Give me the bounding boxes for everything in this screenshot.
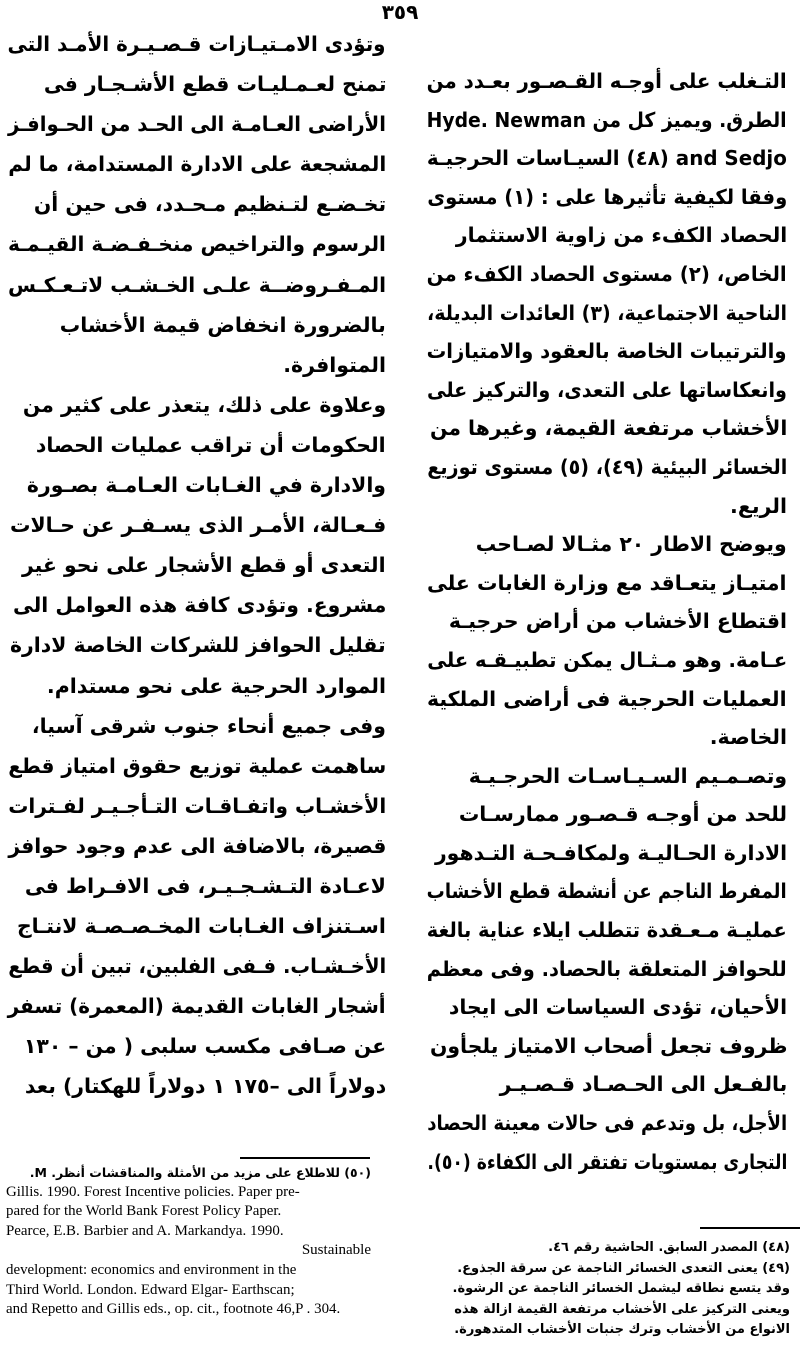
text-line: الادارة الحـاليـة ولمكافـحـة التـدهور bbox=[434, 840, 787, 865]
text-line: الحكومات أن تراقب عمليات الحصاد bbox=[36, 432, 386, 457]
text-line-row bbox=[425, 757, 787, 796]
text-line-row bbox=[6, 465, 386, 505]
text-line: الأخشاب مرتفعة القيمة، وغيرها من bbox=[429, 416, 787, 441]
text-line-row bbox=[6, 585, 386, 625]
text-line-row bbox=[425, 911, 787, 950]
text-line: وعلاوة على ذلك، يتعذر على كثير من bbox=[22, 392, 386, 417]
text-line: المتوافرة. bbox=[283, 352, 386, 377]
text-line: ساهمت عملية توزيع حقوق امتياز قطع bbox=[8, 753, 386, 778]
text-line: بالفـعل الى الحـصـاد قـصـيـر bbox=[499, 1072, 787, 1097]
text-line-row bbox=[425, 487, 787, 526]
text-line: اقتطاع الأخشاب من أراض حرجيـة bbox=[448, 609, 787, 634]
text-line: الأحيان، تؤدى السياسات الى ايجاد bbox=[448, 995, 787, 1020]
text-line: دولاراً الى –١٧٥ ١ دولاراً للهكتار) بعد bbox=[24, 1074, 386, 1099]
text-line-row bbox=[6, 986, 386, 1026]
text-line-row bbox=[425, 680, 787, 719]
footnote-50-line: Gillis. 1990. Forest Incentive policies. Paper pre- bbox=[6, 1183, 300, 1200]
text-line-row bbox=[425, 718, 787, 757]
text-line-row bbox=[6, 666, 386, 706]
text-line: الخسائر البيئية (٤٩)، (٥) مستوى توزيع bbox=[427, 454, 787, 479]
text-line-row bbox=[6, 265, 386, 305]
text-line-row bbox=[425, 834, 787, 873]
footnote-50-row bbox=[6, 1300, 371, 1320]
text-line-row bbox=[6, 64, 386, 104]
footnote-49: (٤٩) يعنى التعدى الخسائر الناجمة عن سرقة الجذوع. bbox=[457, 1260, 790, 1276]
text-line: مشروع. وتؤدى كافة هذه العوامل الى bbox=[12, 593, 386, 618]
footnote-50-line: and Repetto and Gillis eds., op. cit., footnote 46,P . 304. bbox=[6, 1301, 341, 1318]
text-line-row bbox=[425, 294, 787, 333]
text-line-row bbox=[6, 104, 386, 144]
text-line-row bbox=[425, 795, 787, 834]
footnote-50-row bbox=[6, 1281, 371, 1301]
text-line: التـغلب على أوجـه القـصـور بعـدد من bbox=[427, 69, 787, 93]
text-line: الأخـشـاب. فـفى الفلبين، تبين أن قطع bbox=[8, 954, 386, 979]
text-line-row bbox=[6, 144, 386, 184]
text-line: الريع. bbox=[730, 493, 787, 518]
text-line-row bbox=[425, 139, 787, 178]
page-number: ٣٥٩ bbox=[381, 0, 419, 24]
paragraph bbox=[6, 385, 386, 706]
footnotes-left bbox=[6, 1163, 371, 1320]
text-line-row bbox=[6, 184, 386, 224]
text-line: الأراضى العـامـة الى الحـد من الحـوافـز bbox=[8, 112, 386, 137]
text-line-row bbox=[425, 409, 787, 448]
text-line-row bbox=[425, 101, 787, 140]
footnote-50-row bbox=[6, 1222, 371, 1242]
text-line-row bbox=[6, 826, 386, 866]
text-line: عـامة. وهو مـثـال يمكن تطبيـقـه على bbox=[426, 647, 787, 672]
text-line: الأخشـاب واتفـاقـات التـأجـيـر لفـترات bbox=[8, 793, 386, 818]
footnote-50-line: Sustainable bbox=[301, 1242, 371, 1259]
text-line-row bbox=[6, 425, 386, 465]
text-line-row bbox=[425, 641, 787, 680]
text-line: تخـضـع لتـنظيم مـحـدد، فى حين أن bbox=[33, 192, 386, 217]
text-line-row bbox=[425, 564, 787, 603]
footnote-50-intro: (٥٠) للاطلاع على مزيد من الأمثلة والمناقشات أنظر. M. bbox=[29, 1165, 371, 1180]
footnote-50-row bbox=[6, 1183, 371, 1203]
text-line-row bbox=[425, 525, 787, 564]
paragraph bbox=[6, 24, 386, 385]
footnote-50-line: Third World. London. Edward Elgar- Earthscan; bbox=[6, 1281, 295, 1298]
text-line: لاعـادة التـشـجـيـر، فى الافـراط فى bbox=[24, 873, 386, 898]
text-line-row bbox=[6, 385, 386, 425]
text-line-row bbox=[6, 545, 386, 585]
text-line-row bbox=[6, 906, 386, 946]
text-line: الخاصة. bbox=[709, 725, 787, 750]
footnote-50-line: pared for the World Bank Forest Policy Paper. bbox=[6, 1203, 282, 1220]
text-line-row bbox=[6, 224, 386, 264]
footnote-50-row bbox=[6, 1202, 371, 1222]
text-line: فـعـالة، الأمـر الذى يسـفـر عن حـالات bbox=[9, 513, 386, 538]
text-line: الخاص، (٢) مستوى الحصاد الكفء من bbox=[427, 261, 787, 286]
footnote-50-row bbox=[6, 1261, 371, 1281]
text-line-row bbox=[425, 872, 787, 911]
text-line: اسـتنزاف الغـابات المخـصـصـة لانتـاج bbox=[17, 914, 386, 939]
text-line-row bbox=[425, 988, 787, 1027]
text-line: والادارة في الغـابات العـامـة بصـورة bbox=[26, 473, 386, 498]
footnote-49-row bbox=[428, 1259, 790, 1280]
text-line-row bbox=[6, 786, 386, 826]
text-line: الحصاد الكفء من زاوية الاستثمار bbox=[455, 223, 787, 248]
text-line-row bbox=[6, 305, 386, 345]
footnote-49-row bbox=[428, 1300, 790, 1321]
paragraph bbox=[425, 757, 787, 1182]
text-line: ظروف تجعل أصحاب الامتياز يلجأون bbox=[429, 1033, 787, 1058]
text-line-row bbox=[6, 946, 386, 986]
text-line: عمليـة مـعـقدة تتطلب ايلاء عناية بالغة bbox=[426, 918, 787, 943]
text-line: وفقا لكيفية تأثيرها على : (١) مستوى bbox=[426, 184, 787, 209]
footnote-50-row bbox=[6, 1241, 371, 1261]
text-line: وتصـمـيم السـيـاسـات الحرجـيـة bbox=[468, 763, 787, 788]
text-line-row bbox=[425, 332, 787, 371]
footnote-49-line: وقد يتسع نطاقه ليشمل الخسائر الناجمة عن الرشوة. bbox=[452, 1281, 790, 1296]
text-line: الأجل، بل وتدعم فى حالات معينة الحصاد bbox=[427, 1111, 787, 1136]
footnote-50-intro-row bbox=[6, 1163, 371, 1183]
text-line-row bbox=[6, 866, 386, 906]
text-line: الرسوم والتراخيص منخـفـضـة القيـمـة bbox=[8, 232, 386, 257]
text-line: ويوضح الاطار ٢٠ مثـالا لصـاحب bbox=[476, 532, 787, 557]
text-line-row bbox=[6, 746, 386, 786]
text-line-row bbox=[425, 950, 787, 989]
text-line: للحوافز المتعلقة بالحصاد. وفى معظم bbox=[427, 956, 787, 981]
footnote-49-row bbox=[428, 1320, 790, 1341]
text-line: أشجار الغابات القديمة (المعمرة) تسفر bbox=[8, 994, 386, 1019]
text-line: التجارى بمستويات تفتقر الى الكفاءة (٥٠). bbox=[427, 1149, 787, 1174]
footnote-divider-right bbox=[700, 1227, 800, 1229]
text-line: الطرق. ويميز كل من Hyde. Newman bbox=[426, 107, 787, 132]
paragraph bbox=[425, 525, 787, 757]
text-line: وتؤدى الامـتيـازات قـصـيـرة الأمـد التى bbox=[7, 32, 386, 56]
right-text-column bbox=[425, 62, 787, 1181]
text-line-row bbox=[425, 216, 787, 255]
text-line: التعدى أو قطع الأشجار على نحو غير bbox=[22, 553, 386, 578]
text-line-row bbox=[425, 178, 787, 217]
text-line: والترتيبات الخاصة بالعقود والامتيازات bbox=[427, 339, 787, 364]
text-line-row bbox=[425, 1065, 787, 1104]
text-line-row bbox=[425, 1104, 787, 1143]
footnote-48-row bbox=[428, 1238, 790, 1259]
text-line-row bbox=[6, 345, 386, 385]
footnote-50-line: development: economics and environment in the bbox=[6, 1261, 297, 1278]
footnote-48: (٤٨) المصدر السابق. الحاشية رقم ٤٦. bbox=[548, 1240, 790, 1255]
footnote-49-line: الانواع من الأخشاب وترك جنبات الأخشاب المتدهورة. bbox=[454, 1322, 790, 1337]
text-line: امتيـاز يتعـاقد مع وزارة الغابات على bbox=[427, 570, 787, 595]
text-line: العمليات الحرجية فى أراضى الملكية bbox=[427, 686, 787, 711]
text-line: الموارد الحرجية على نحو مستدام. bbox=[46, 673, 386, 698]
footnote-divider-left bbox=[240, 1157, 370, 1159]
footnote-49-row bbox=[428, 1279, 790, 1300]
text-line-row bbox=[6, 625, 386, 665]
footnote-49-line: ويعنى التركيز على الأخشاب مرتفعة القيمة ازالة هذه bbox=[454, 1301, 790, 1317]
text-line: بالضرورة انخفاض قيمة الأخشاب bbox=[59, 312, 386, 337]
text-line-row bbox=[425, 255, 787, 294]
paragraph bbox=[6, 706, 386, 1107]
text-line-row bbox=[6, 1026, 386, 1066]
paragraph bbox=[425, 62, 787, 525]
text-line-row bbox=[425, 1027, 787, 1066]
text-line: تقليل الحوافز للشركات الخاصة لادارة bbox=[10, 633, 386, 658]
text-line-row bbox=[6, 24, 386, 64]
text-line-row bbox=[425, 371, 787, 410]
text-line-row bbox=[6, 706, 386, 746]
text-line: وانعكاساتها على التعدى، والتركيز على bbox=[427, 377, 787, 402]
text-line: الناحية الاجتماعية، (٣) العائدات البديلة، bbox=[426, 300, 787, 325]
footnote-50-line: Pearce, E.B. Barbier and A. Markandya. 1990. bbox=[6, 1222, 284, 1239]
text-line: عن صـافى مكسب سلبى ( من – ١٣٠ bbox=[23, 1034, 387, 1059]
left-text-column bbox=[6, 24, 386, 1107]
text-line-row bbox=[425, 448, 787, 487]
text-line-row bbox=[6, 505, 386, 545]
text-line: تمنح لعـمـليـات قطع الأشـجـار فى bbox=[43, 72, 386, 97]
text-line: المـفـروضــة علـى الخـشـب لاتـعـكـس bbox=[8, 272, 386, 297]
text-line: للحد من أوجـه قـصـور ممارسـات bbox=[458, 802, 787, 827]
text-line-row bbox=[425, 1143, 787, 1182]
text-line: وفى جميع أنحاء جنوب شرقى آسيا، bbox=[32, 713, 386, 738]
footnotes-right bbox=[428, 1238, 790, 1341]
text-line-row bbox=[425, 602, 787, 641]
text-line: قصيرة، بالاضافة الى عدم وجود حوافز bbox=[7, 833, 386, 858]
text-line-row bbox=[6, 1066, 386, 1106]
text-line: المشجعة على الادارة المستدامة، ما لم bbox=[8, 152, 386, 177]
text-line-row bbox=[425, 62, 787, 101]
text-line: المفرط الناجم عن أنشطة قطع الأخشاب bbox=[427, 879, 787, 904]
text-line: and Sedjo (٤٨) السيـاسات الحرجيـة bbox=[427, 146, 787, 171]
